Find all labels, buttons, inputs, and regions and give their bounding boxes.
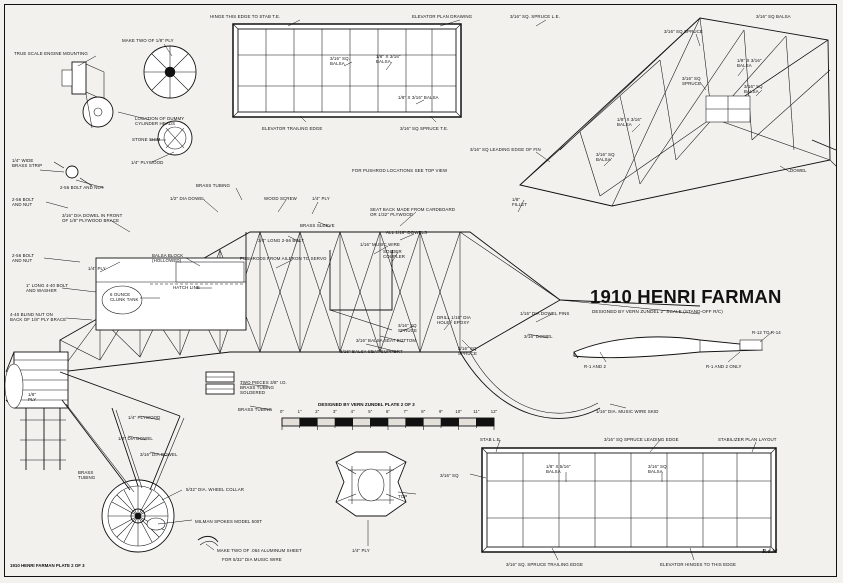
annotation-label: 3/16" SQ. SPRUCE TRAILING EDGE bbox=[506, 562, 584, 567]
annotation-label: DOWEL bbox=[790, 168, 807, 173]
ruler-tick-label: 2" bbox=[315, 409, 320, 414]
annotation-label: 1/2" DIA DOWEL bbox=[170, 196, 205, 201]
annotation-label: TWO PIECES 3/8" I.D. BRASS TUBING SOLDERED bbox=[240, 380, 287, 396]
annotation-label: 1/8" X 3/16" BALSA bbox=[617, 117, 642, 128]
annotation-label: R-1 AND 2 ONLY bbox=[706, 364, 742, 369]
rib-templates bbox=[574, 337, 762, 358]
annotation-label: 1/16" MUSIC WIRE bbox=[360, 242, 401, 247]
brass-tube-detail bbox=[206, 372, 234, 394]
annotation-label: R-12 TO R-14 bbox=[752, 330, 781, 335]
annotation-label: 2-56 BOLT AND NUT bbox=[12, 197, 35, 208]
ruler-tick-label: 12" bbox=[490, 409, 498, 414]
former-top-view bbox=[336, 452, 406, 516]
annotation-label: ELEVATOR HINGES TO THIS EDGE bbox=[660, 562, 737, 567]
annotation-label: BRASS TUBING bbox=[78, 470, 96, 481]
annotation-label: 1/8" X 5/16" BALSA bbox=[546, 464, 571, 475]
annotation-label: DRILL 1/16" DIA HOLE - EPOXY bbox=[437, 315, 471, 326]
annotation-label: 1/2" DIA DOWEL bbox=[118, 436, 153, 441]
stabilizer-plan-layout bbox=[482, 448, 776, 552]
ruler-tick-label: 7" bbox=[403, 409, 408, 414]
annotation-label: 3/16" SQ bbox=[440, 473, 459, 478]
annotation-label: BRASS SLEEVE bbox=[300, 223, 335, 228]
annotation-label: 3/16" SQ BALSA bbox=[744, 84, 763, 95]
annotation-label: 1/16" DIA. MUSIC WIRE SKID bbox=[596, 409, 659, 414]
annotation-label: ALL 1/16" DOWELS bbox=[386, 230, 428, 235]
annotation-label: 3/4" LONG 2-56 BOLT bbox=[258, 238, 304, 243]
annotation-label: 6 OUNCE CLUNK TANK bbox=[110, 292, 139, 303]
annotation-label: R-1 AND 2 bbox=[584, 364, 607, 369]
annotation-label: 3/16" SQ SPRUCE bbox=[398, 323, 418, 334]
annotation-label: FOR PUSHROD LOCATIONS SEE TOP VIEW bbox=[352, 168, 448, 173]
annotation-label: BRASS TUBING bbox=[196, 183, 231, 188]
annotation-label: SOLDER COUPLER bbox=[383, 249, 406, 260]
annotation-label: 3/16" SQ SPRUCE T.E. bbox=[400, 126, 449, 131]
annotation-label: 3/16" SQ SPRUCE LEADING EDGE bbox=[604, 437, 679, 442]
title-subtitle: DESIGNED BY VERN ZUNDEL 2" SCALE (STAND-OFF R/C) bbox=[592, 309, 723, 314]
annotation-label: 3/16" DIA DOWEL IN FRONT OF 1/8" PLYWOOD BRACE bbox=[62, 213, 123, 224]
ruler-tick-label: 10" bbox=[455, 409, 462, 414]
annotation-label: HATCH LINE bbox=[173, 285, 200, 290]
annotation-label: 3/16" BALSA SEAT BOTTOM bbox=[356, 338, 417, 343]
annotation-label: STAB L.E. bbox=[480, 437, 502, 442]
scale-ruler bbox=[282, 418, 494, 430]
annotation-label: HINGE THIS EDGE TO STAB T.E. bbox=[210, 14, 281, 19]
annotation-label: 3/16" BALSA SEAT SUPPORT bbox=[340, 349, 403, 354]
annotation-label: FOR 5/32" DIA MUSIC WIRE bbox=[222, 557, 282, 562]
annotation-label: 1/4" WIDE BRASS STRIP bbox=[12, 158, 43, 169]
landing-gear-wheel bbox=[60, 372, 218, 552]
annotation-label: STONE SHIM bbox=[132, 137, 161, 142]
annotation-label: TRUE SCALE ENGINE MOUNTING bbox=[14, 51, 88, 56]
annotation-label: 3/16" SQ BALSA bbox=[596, 152, 615, 163]
ruler-tick-label: 4" bbox=[350, 409, 355, 414]
annotation-label: 3/16" SQ. SPRUCE L.E. bbox=[510, 14, 560, 19]
ruler-tick-label: 3" bbox=[332, 409, 338, 414]
annotation-label: MILMAN SPOKES MODEL 500T bbox=[195, 519, 263, 524]
ruler-tick-label: 6" bbox=[385, 409, 391, 414]
annotation-label: 4-40 BLIND NUT ON BACK OF 1/8" PLY BRACE bbox=[10, 312, 67, 323]
annotation-label: 5/32" DIA. WHEEL COLLAR bbox=[186, 487, 245, 492]
annotation-label: TOP bbox=[398, 494, 408, 499]
annotation-label: STABILIZER PLAN LAYOUT bbox=[718, 437, 777, 442]
annotation-label: MAKE TWO OF 1/8" PLY bbox=[122, 38, 174, 43]
annotation-label: 3/16" SQ SPRUCE bbox=[664, 29, 703, 34]
annotation-label: 1/8" X 3/16" BALSA bbox=[737, 58, 762, 69]
annotation-label: 1/4" PLY bbox=[352, 548, 370, 553]
page-title: 1910 HENRI FARMAN bbox=[590, 286, 782, 307]
annotation-label: SEAT BACK MADE FROM CARDBOARD OR 1/32" PLYWOOD bbox=[370, 207, 456, 218]
ruler-tick-label: 9" bbox=[438, 409, 444, 414]
annotation-label: 3/16" SQ SPRUCE bbox=[682, 76, 702, 87]
annotation-label: 3/16" SQ SPRUCE bbox=[458, 346, 478, 357]
annotation-label: 2-56 BOLT AND NUT bbox=[60, 185, 104, 190]
designer-signature: R.d.M bbox=[762, 549, 778, 555]
annotation-label: 1/4" PLYWOOD bbox=[131, 160, 164, 165]
ruler-tick-label: 8" bbox=[421, 409, 426, 414]
footer-left: 1910 HENRI FARMAN PLATE 2 OF 3 bbox=[10, 563, 85, 568]
ruler-tick-label: 5" bbox=[368, 409, 373, 414]
engine-nose-assembly bbox=[5, 352, 68, 470]
annotation-label: BALSA BLOCK (HOLLOWED) bbox=[152, 253, 184, 264]
annotation-label: 3/16" SQ BALSA bbox=[756, 14, 791, 19]
elevator-plan-drawing bbox=[233, 24, 461, 117]
footer-center: DESIGNED BY VERN ZUNDEL PLATE 2 OF 3 bbox=[318, 402, 415, 407]
annotation-label: 1/4" PLY bbox=[312, 196, 330, 201]
annotation-label: ELEVATOR PLAN DRAWING bbox=[412, 14, 473, 19]
annotation-label: 1/8" X 3/16" BALSA bbox=[376, 54, 401, 65]
ruler-tick-label: 0" bbox=[279, 409, 285, 414]
annotation-label: 1/4" PLY bbox=[88, 266, 106, 271]
annotation-label: ELEVATOR TRAILING EDGE bbox=[262, 126, 323, 131]
annotation-label: 3/16" DOWEL bbox=[524, 334, 553, 339]
annotation-label: 1/16" DIA DOWEL PINS bbox=[520, 311, 570, 316]
annotation-label: 3/16" SQ. BALSA bbox=[330, 56, 350, 67]
annotation-label: 2-56 BOLT AND NUT bbox=[12, 253, 35, 264]
annotation-label: 3/16" SQ BALSA bbox=[648, 464, 667, 475]
annotation-label: 1/8" X 3/16" BALSA bbox=[398, 95, 439, 100]
annotation-label: 1" LONG 4-40 BOLT AND WASHER bbox=[26, 283, 69, 294]
annotation-label: PUSHRODS FROM AILERON TO SERVO bbox=[240, 256, 327, 261]
annotation-label: LOCATION OF DUMMY CYLINDER HEADS bbox=[135, 116, 185, 127]
annotation-label: WOOD SCREW bbox=[264, 196, 297, 201]
ruler-tick-label: 1" bbox=[297, 409, 302, 414]
wing-fin-structure bbox=[520, 18, 836, 206]
annotation-label: BRASS TUBING bbox=[238, 407, 273, 412]
annotation-label: 1/4" PLYWOOD bbox=[128, 415, 161, 420]
annotation-label: 3/16" SQ LEADING EDGE OF FIN bbox=[470, 147, 541, 152]
annotation-label: 1/8" FILLET bbox=[512, 197, 528, 208]
ruler-tick-label: 11" bbox=[473, 409, 480, 414]
annotation-label: 3/16" DIA DOWEL bbox=[140, 452, 178, 457]
annotation-label: 1/8" PLY bbox=[28, 392, 37, 403]
annotation-label: MAKE TWO OF .064 ALUMINUM SHEET bbox=[217, 548, 302, 553]
